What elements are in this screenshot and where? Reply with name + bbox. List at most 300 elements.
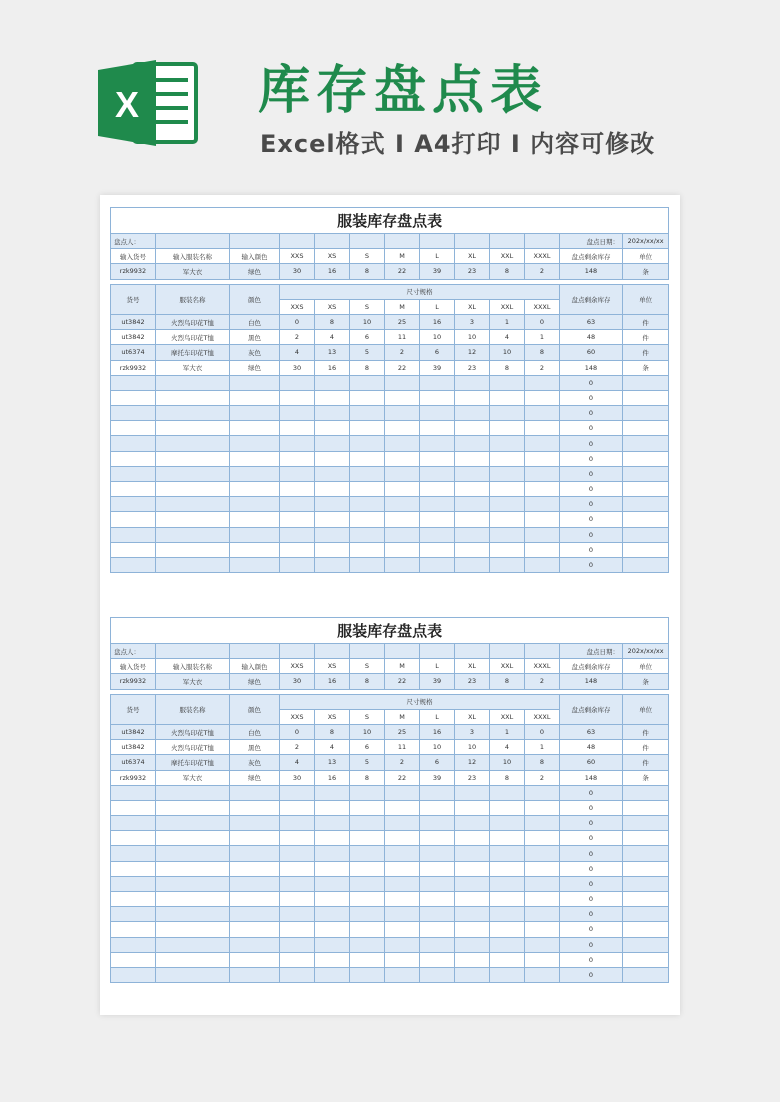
table-cell[interactable] bbox=[623, 892, 669, 907]
table-cell[interactable] bbox=[385, 876, 420, 891]
table-cell[interactable] bbox=[525, 436, 560, 451]
table-cell[interactable]: 10 bbox=[420, 740, 455, 755]
table-cell[interactable] bbox=[525, 846, 560, 861]
counter-input-cell[interactable] bbox=[490, 234, 525, 249]
table-cell[interactable]: 灰色 bbox=[230, 755, 280, 770]
table-cell[interactable] bbox=[230, 451, 280, 466]
table-cell[interactable] bbox=[111, 967, 156, 982]
counter-input-cell[interactable] bbox=[350, 644, 385, 659]
table-cell[interactable] bbox=[385, 952, 420, 967]
table-cell[interactable]: 4 bbox=[280, 345, 315, 360]
table-cell[interactable]: 25 bbox=[385, 724, 420, 739]
table-cell[interactable] bbox=[111, 527, 156, 542]
table-cell[interactable] bbox=[230, 542, 280, 557]
table-cell[interactable]: 16 bbox=[420, 314, 455, 329]
table-cell[interactable] bbox=[525, 892, 560, 907]
table-cell[interactable]: 0 bbox=[525, 724, 560, 739]
table-cell[interactable]: 10 bbox=[490, 345, 525, 360]
table-cell[interactable] bbox=[490, 421, 525, 436]
table-cell[interactable] bbox=[455, 892, 490, 907]
table-cell[interactable] bbox=[350, 907, 385, 922]
table-cell[interactable]: 火烈鸟印花T恤 bbox=[156, 740, 230, 755]
table-cell[interactable] bbox=[230, 421, 280, 436]
table-cell[interactable] bbox=[455, 390, 490, 405]
table-cell[interactable] bbox=[280, 907, 315, 922]
table-cell[interactable] bbox=[420, 831, 455, 846]
table-cell[interactable] bbox=[156, 421, 230, 436]
table-cell[interactable] bbox=[623, 952, 669, 967]
table-cell[interactable] bbox=[623, 497, 669, 512]
table-cell[interactable] bbox=[350, 436, 385, 451]
table-cell[interactable] bbox=[525, 542, 560, 557]
table-cell[interactable] bbox=[111, 952, 156, 967]
table-cell[interactable] bbox=[490, 846, 525, 861]
counter-input-cell[interactable] bbox=[156, 644, 230, 659]
table-cell[interactable] bbox=[525, 967, 560, 982]
table-cell[interactable] bbox=[350, 967, 385, 982]
table-cell[interactable] bbox=[315, 451, 350, 466]
table-cell[interactable] bbox=[385, 466, 420, 481]
table-cell[interactable] bbox=[525, 816, 560, 831]
table-cell[interactable] bbox=[455, 557, 490, 572]
table-cell[interactable] bbox=[315, 406, 350, 421]
table-cell[interactable] bbox=[280, 831, 315, 846]
table-cell[interactable] bbox=[385, 967, 420, 982]
table-cell[interactable] bbox=[490, 831, 525, 846]
input-cell[interactable]: 39 bbox=[420, 264, 455, 279]
table-cell[interactable]: 3 bbox=[455, 314, 490, 329]
table-cell[interactable] bbox=[111, 846, 156, 861]
table-cell[interactable]: 1 bbox=[525, 330, 560, 345]
table-cell[interactable] bbox=[350, 892, 385, 907]
table-cell[interactable] bbox=[230, 436, 280, 451]
table-cell[interactable]: 16 bbox=[315, 360, 350, 375]
table-cell[interactable] bbox=[385, 846, 420, 861]
table-cell[interactable]: 件 bbox=[623, 724, 669, 739]
table-cell[interactable] bbox=[280, 876, 315, 891]
table-cell[interactable]: 48 bbox=[560, 740, 623, 755]
table-cell[interactable]: 2 bbox=[280, 330, 315, 345]
table-cell[interactable] bbox=[420, 436, 455, 451]
table-cell[interactable]: 4 bbox=[315, 330, 350, 345]
table-cell[interactable] bbox=[385, 375, 420, 390]
input-cell[interactable]: 148 bbox=[560, 674, 623, 689]
table-cell[interactable] bbox=[420, 375, 455, 390]
table-cell[interactable] bbox=[350, 800, 385, 815]
table-cell[interactable] bbox=[455, 967, 490, 982]
table-cell[interactable]: 48 bbox=[560, 330, 623, 345]
table-cell[interactable]: rzk9932 bbox=[111, 770, 156, 785]
table-cell[interactable] bbox=[525, 922, 560, 937]
table-cell[interactable]: 13 bbox=[315, 345, 350, 360]
table-cell[interactable] bbox=[455, 527, 490, 542]
table-cell[interactable]: 1 bbox=[490, 314, 525, 329]
table-cell[interactable] bbox=[280, 482, 315, 497]
table-cell[interactable] bbox=[230, 375, 280, 390]
table-cell[interactable] bbox=[420, 421, 455, 436]
table-cell[interactable] bbox=[156, 375, 230, 390]
table-cell[interactable] bbox=[525, 451, 560, 466]
table-cell[interactable] bbox=[385, 800, 420, 815]
table-cell[interactable] bbox=[230, 482, 280, 497]
table-cell[interactable] bbox=[350, 952, 385, 967]
table-cell[interactable] bbox=[280, 497, 315, 512]
input-cell[interactable]: 39 bbox=[420, 674, 455, 689]
counter-input-cell[interactable] bbox=[350, 234, 385, 249]
table-cell[interactable] bbox=[315, 800, 350, 815]
table-cell[interactable] bbox=[525, 557, 560, 572]
table-cell[interactable] bbox=[350, 421, 385, 436]
table-cell[interactable] bbox=[490, 892, 525, 907]
table-cell[interactable]: 30 bbox=[280, 770, 315, 785]
table-cell[interactable] bbox=[111, 557, 156, 572]
table-cell[interactable]: 0 bbox=[280, 724, 315, 739]
input-cell[interactable]: 16 bbox=[315, 674, 350, 689]
table-cell[interactable]: 件 bbox=[623, 330, 669, 345]
table-cell[interactable] bbox=[315, 542, 350, 557]
table-cell[interactable]: 件 bbox=[623, 755, 669, 770]
table-cell[interactable] bbox=[156, 800, 230, 815]
table-cell[interactable]: 12 bbox=[455, 345, 490, 360]
table-cell[interactable] bbox=[420, 390, 455, 405]
table-cell[interactable] bbox=[280, 421, 315, 436]
table-cell[interactable] bbox=[315, 436, 350, 451]
table-cell[interactable] bbox=[490, 952, 525, 967]
table-cell[interactable] bbox=[111, 831, 156, 846]
table-cell[interactable]: 22 bbox=[385, 360, 420, 375]
table-cell[interactable] bbox=[280, 967, 315, 982]
table-cell[interactable] bbox=[623, 861, 669, 876]
table-cell[interactable]: 60 bbox=[560, 345, 623, 360]
table-cell[interactable] bbox=[623, 527, 669, 542]
table-cell[interactable] bbox=[230, 512, 280, 527]
table-cell[interactable] bbox=[490, 816, 525, 831]
table-cell[interactable]: ut3842 bbox=[111, 740, 156, 755]
table-cell[interactable]: 6 bbox=[350, 740, 385, 755]
table-cell[interactable] bbox=[111, 451, 156, 466]
table-cell[interactable] bbox=[490, 907, 525, 922]
table-cell[interactable] bbox=[350, 846, 385, 861]
table-cell[interactable] bbox=[420, 816, 455, 831]
table-cell[interactable] bbox=[455, 846, 490, 861]
table-cell[interactable]: 30 bbox=[280, 360, 315, 375]
table-cell[interactable]: 白色 bbox=[230, 314, 280, 329]
table-cell[interactable] bbox=[350, 876, 385, 891]
table-cell[interactable] bbox=[230, 831, 280, 846]
table-cell[interactable]: 2 bbox=[525, 360, 560, 375]
table-cell[interactable] bbox=[230, 800, 280, 815]
counter-input-cell[interactable] bbox=[230, 234, 280, 249]
table-cell[interactable] bbox=[490, 861, 525, 876]
table-cell[interactable] bbox=[280, 800, 315, 815]
table-cell[interactable] bbox=[350, 390, 385, 405]
table-cell[interactable] bbox=[623, 967, 669, 982]
table-cell[interactable] bbox=[230, 406, 280, 421]
table-cell[interactable] bbox=[280, 406, 315, 421]
table-cell[interactable]: 0 bbox=[525, 314, 560, 329]
table-cell[interactable] bbox=[623, 816, 669, 831]
table-cell[interactable] bbox=[420, 967, 455, 982]
table-cell[interactable] bbox=[350, 406, 385, 421]
table-cell[interactable] bbox=[420, 785, 455, 800]
table-cell[interactable] bbox=[385, 512, 420, 527]
table-cell[interactable] bbox=[280, 542, 315, 557]
table-cell[interactable] bbox=[280, 466, 315, 481]
table-cell[interactable] bbox=[385, 390, 420, 405]
table-cell[interactable]: 条 bbox=[623, 360, 669, 375]
input-cell[interactable]: 条 bbox=[623, 674, 669, 689]
table-cell[interactable] bbox=[385, 907, 420, 922]
table-cell[interactable]: 11 bbox=[385, 330, 420, 345]
table-cell[interactable] bbox=[230, 390, 280, 405]
table-cell[interactable] bbox=[315, 527, 350, 542]
table-cell[interactable] bbox=[315, 557, 350, 572]
input-cell[interactable]: 16 bbox=[315, 264, 350, 279]
table-cell[interactable]: 23 bbox=[455, 770, 490, 785]
table-cell[interactable] bbox=[315, 482, 350, 497]
table-cell[interactable]: 12 bbox=[455, 755, 490, 770]
table-cell[interactable]: 25 bbox=[385, 314, 420, 329]
table-cell[interactable]: 2 bbox=[385, 755, 420, 770]
table-cell[interactable] bbox=[525, 466, 560, 481]
table-cell[interactable]: 军大衣 bbox=[156, 770, 230, 785]
table-cell[interactable]: ut3842 bbox=[111, 724, 156, 739]
input-cell[interactable]: 30 bbox=[280, 264, 315, 279]
table-cell[interactable] bbox=[623, 785, 669, 800]
table-cell[interactable] bbox=[230, 816, 280, 831]
table-cell[interactable] bbox=[350, 527, 385, 542]
table-cell[interactable] bbox=[111, 497, 156, 512]
table-cell[interactable] bbox=[623, 800, 669, 815]
table-cell[interactable] bbox=[156, 557, 230, 572]
table-cell[interactable] bbox=[156, 542, 230, 557]
table-cell[interactable] bbox=[315, 375, 350, 390]
table-cell[interactable] bbox=[111, 816, 156, 831]
table-cell[interactable] bbox=[385, 421, 420, 436]
table-cell[interactable] bbox=[623, 482, 669, 497]
table-cell[interactable] bbox=[490, 542, 525, 557]
table-cell[interactable]: 火烈鸟印花T恤 bbox=[156, 330, 230, 345]
table-cell[interactable] bbox=[455, 482, 490, 497]
table-cell[interactable]: 4 bbox=[280, 755, 315, 770]
table-cell[interactable] bbox=[420, 907, 455, 922]
table-cell[interactable] bbox=[315, 861, 350, 876]
table-cell[interactable] bbox=[280, 390, 315, 405]
table-cell[interactable] bbox=[315, 466, 350, 481]
table-cell[interactable]: 绿色 bbox=[230, 770, 280, 785]
table-cell[interactable] bbox=[455, 937, 490, 952]
table-cell[interactable] bbox=[455, 421, 490, 436]
table-cell[interactable] bbox=[420, 466, 455, 481]
table-cell[interactable]: 8 bbox=[525, 345, 560, 360]
input-cell[interactable]: 22 bbox=[385, 674, 420, 689]
table-cell[interactable] bbox=[350, 785, 385, 800]
table-cell[interactable] bbox=[280, 922, 315, 937]
table-cell[interactable] bbox=[111, 937, 156, 952]
table-cell[interactable] bbox=[385, 406, 420, 421]
table-cell[interactable] bbox=[490, 390, 525, 405]
table-cell[interactable] bbox=[455, 375, 490, 390]
table-cell[interactable] bbox=[111, 390, 156, 405]
table-cell[interactable] bbox=[420, 406, 455, 421]
table-cell[interactable] bbox=[525, 785, 560, 800]
table-cell[interactable]: 8 bbox=[315, 314, 350, 329]
table-cell[interactable] bbox=[385, 937, 420, 952]
table-cell[interactable] bbox=[490, 375, 525, 390]
counter-input-cell[interactable] bbox=[280, 234, 315, 249]
table-cell[interactable] bbox=[230, 952, 280, 967]
table-cell[interactable]: 条 bbox=[623, 770, 669, 785]
counter-input-cell[interactable] bbox=[385, 644, 420, 659]
table-cell[interactable] bbox=[490, 466, 525, 481]
table-cell[interactable] bbox=[420, 937, 455, 952]
table-cell[interactable] bbox=[385, 482, 420, 497]
table-cell[interactable] bbox=[280, 816, 315, 831]
table-cell[interactable] bbox=[315, 512, 350, 527]
input-cell[interactable]: 条 bbox=[623, 264, 669, 279]
table-cell[interactable] bbox=[111, 512, 156, 527]
table-cell[interactable] bbox=[230, 937, 280, 952]
table-cell[interactable] bbox=[156, 436, 230, 451]
table-cell[interactable] bbox=[156, 952, 230, 967]
table-cell[interactable] bbox=[525, 390, 560, 405]
table-cell[interactable] bbox=[315, 907, 350, 922]
table-cell[interactable] bbox=[490, 800, 525, 815]
table-cell[interactable] bbox=[455, 466, 490, 481]
table-cell[interactable]: 火烈鸟印花T恤 bbox=[156, 724, 230, 739]
table-cell[interactable]: ut6374 bbox=[111, 345, 156, 360]
table-cell[interactable] bbox=[315, 876, 350, 891]
table-cell[interactable]: 火烈鸟印花T恤 bbox=[156, 314, 230, 329]
table-cell[interactable] bbox=[490, 497, 525, 512]
table-cell[interactable] bbox=[525, 861, 560, 876]
input-cell[interactable]: 8 bbox=[490, 264, 525, 279]
table-cell[interactable] bbox=[525, 375, 560, 390]
table-cell[interactable]: 6 bbox=[420, 755, 455, 770]
table-cell[interactable] bbox=[156, 846, 230, 861]
table-cell[interactable]: 8 bbox=[350, 360, 385, 375]
counter-input-cell[interactable] bbox=[420, 234, 455, 249]
table-cell[interactable]: 148 bbox=[560, 360, 623, 375]
table-cell[interactable] bbox=[623, 876, 669, 891]
table-cell[interactable] bbox=[111, 861, 156, 876]
table-cell[interactable] bbox=[420, 892, 455, 907]
table-cell[interactable] bbox=[385, 527, 420, 542]
table-cell[interactable] bbox=[315, 421, 350, 436]
counter-input-cell[interactable] bbox=[490, 644, 525, 659]
table-cell[interactable] bbox=[230, 557, 280, 572]
table-cell[interactable] bbox=[156, 527, 230, 542]
table-cell[interactable] bbox=[385, 451, 420, 466]
table-cell[interactable] bbox=[420, 800, 455, 815]
table-cell[interactable]: 39 bbox=[420, 360, 455, 375]
table-cell[interactable] bbox=[156, 831, 230, 846]
table-cell[interactable]: 4 bbox=[490, 740, 525, 755]
table-cell[interactable]: 10 bbox=[455, 330, 490, 345]
table-cell[interactable] bbox=[280, 557, 315, 572]
table-cell[interactable] bbox=[420, 451, 455, 466]
table-cell[interactable] bbox=[156, 390, 230, 405]
table-cell[interactable] bbox=[385, 922, 420, 937]
table-cell[interactable] bbox=[156, 876, 230, 891]
counter-input-cell[interactable] bbox=[385, 234, 420, 249]
date-value[interactable]: 202x/xx/xx bbox=[623, 644, 669, 659]
table-cell[interactable] bbox=[350, 922, 385, 937]
input-cell[interactable]: 2 bbox=[525, 264, 560, 279]
table-cell[interactable] bbox=[230, 527, 280, 542]
table-cell[interactable] bbox=[455, 907, 490, 922]
table-cell[interactable]: 件 bbox=[623, 345, 669, 360]
table-cell[interactable]: 8 bbox=[350, 770, 385, 785]
table-cell[interactable] bbox=[156, 892, 230, 907]
table-cell[interactable]: 1 bbox=[490, 724, 525, 739]
input-cell[interactable]: rzk9932 bbox=[111, 264, 156, 279]
table-cell[interactable]: 0 bbox=[280, 314, 315, 329]
table-cell[interactable] bbox=[156, 466, 230, 481]
table-cell[interactable]: 军大衣 bbox=[156, 360, 230, 375]
table-cell[interactable]: 63 bbox=[560, 724, 623, 739]
table-cell[interactable] bbox=[490, 512, 525, 527]
table-cell[interactable]: 黑色 bbox=[230, 740, 280, 755]
table-cell[interactable] bbox=[385, 892, 420, 907]
table-cell[interactable] bbox=[525, 512, 560, 527]
table-cell[interactable] bbox=[455, 542, 490, 557]
table-cell[interactable] bbox=[455, 497, 490, 512]
table-cell[interactable] bbox=[315, 390, 350, 405]
table-cell[interactable] bbox=[350, 512, 385, 527]
table-cell[interactable]: 13 bbox=[315, 755, 350, 770]
table-cell[interactable] bbox=[525, 876, 560, 891]
table-cell[interactable] bbox=[420, 542, 455, 557]
table-cell[interactable] bbox=[230, 846, 280, 861]
table-cell[interactable] bbox=[490, 451, 525, 466]
table-cell[interactable]: 11 bbox=[385, 740, 420, 755]
table-cell[interactable] bbox=[623, 922, 669, 937]
table-cell[interactable] bbox=[315, 922, 350, 937]
table-cell[interactable]: 10 bbox=[490, 755, 525, 770]
table-cell[interactable] bbox=[420, 876, 455, 891]
table-cell[interactable]: ut3842 bbox=[111, 314, 156, 329]
table-cell[interactable] bbox=[350, 861, 385, 876]
table-cell[interactable]: ut3842 bbox=[111, 330, 156, 345]
input-cell[interactable]: 8 bbox=[490, 674, 525, 689]
table-cell[interactable] bbox=[623, 406, 669, 421]
table-cell[interactable]: 22 bbox=[385, 770, 420, 785]
table-cell[interactable] bbox=[111, 892, 156, 907]
table-cell[interactable] bbox=[156, 861, 230, 876]
table-cell[interactable] bbox=[280, 375, 315, 390]
table-cell[interactable]: 63 bbox=[560, 314, 623, 329]
table-cell[interactable]: rzk9932 bbox=[111, 360, 156, 375]
table-cell[interactable] bbox=[230, 967, 280, 982]
table-cell[interactable] bbox=[350, 482, 385, 497]
table-cell[interactable]: 8 bbox=[525, 755, 560, 770]
table-cell[interactable] bbox=[350, 466, 385, 481]
table-cell[interactable]: 23 bbox=[455, 360, 490, 375]
table-cell[interactable] bbox=[156, 785, 230, 800]
table-cell[interactable] bbox=[280, 861, 315, 876]
table-cell[interactable] bbox=[385, 861, 420, 876]
table-cell[interactable]: 4 bbox=[315, 740, 350, 755]
input-cell[interactable]: 148 bbox=[560, 264, 623, 279]
table-cell[interactable] bbox=[623, 557, 669, 572]
table-cell[interactable] bbox=[111, 406, 156, 421]
table-cell[interactable]: 2 bbox=[385, 345, 420, 360]
table-cell[interactable] bbox=[315, 816, 350, 831]
table-cell[interactable] bbox=[230, 785, 280, 800]
table-cell[interactable]: 黑色 bbox=[230, 330, 280, 345]
table-cell[interactable] bbox=[623, 512, 669, 527]
